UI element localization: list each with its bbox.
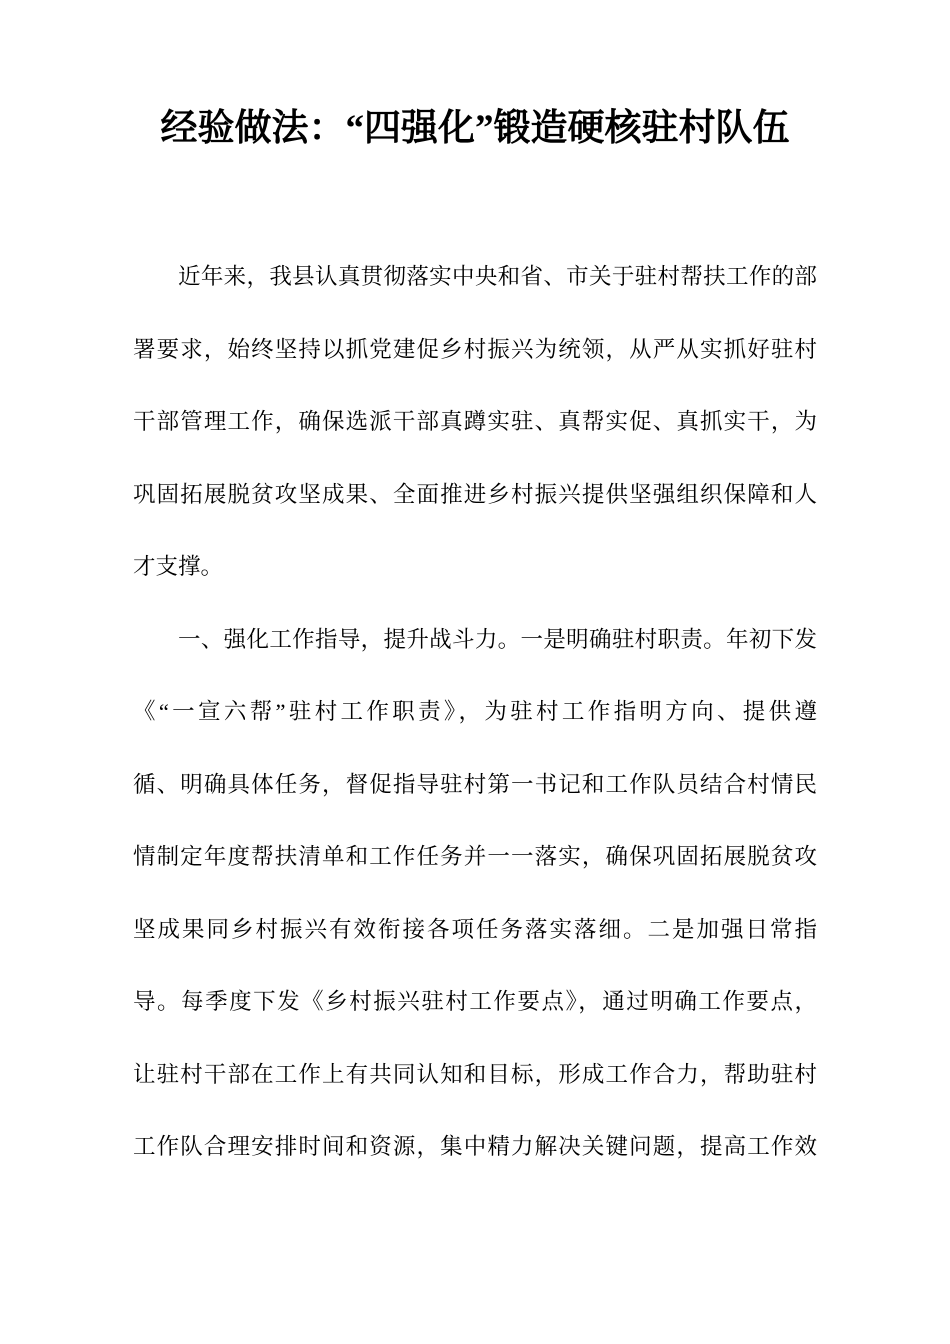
- body-line: 工作队合理安排时间和资源，集中精力解决关键问题，提高工作效: [133, 1134, 817, 1159]
- body-line: 干部管理工作，确保选派干部真蹲实驻、真帮实促、真抓实干，为: [133, 409, 817, 434]
- body-line: 才支撑。: [133, 554, 224, 579]
- body-line: 让驻村干部在工作上有共同认知和目标，形成工作合力，帮助驻村: [133, 1061, 817, 1087]
- body-line: 坚成果同乡村振兴有效衔接各项任务落实落细。二是加强日常指: [133, 916, 817, 942]
- document-body: [133, 241, 817, 1184]
- body-line: 导。每季度下发《乡村振兴驻村工作要点》，通过明确工作要点，: [133, 989, 817, 1014]
- body-line: 循、明确具体任务，督促指导驻村第一书记和工作队员结合村情民: [133, 771, 817, 797]
- body-line: 情制定年度帮扶清单和工作任务并一一落实，确保巩固拓展脱贫攻: [133, 844, 817, 869]
- body-line: 近年来，我县认真贯彻落实中央和省、市关于驻村帮扶工作的部: [178, 264, 817, 289]
- body-line: 署要求，始终坚持以抓党建促乡村振兴为统领，从严从实抓好驻村: [133, 336, 817, 362]
- body-line: 巩固拓展脱贫攻坚成果、全面推进乡村振兴提供坚强组织保障和人: [133, 481, 817, 507]
- body-line: 一、强化工作指导，提升战斗力。一是明确驻村职责。年初下发: [178, 626, 817, 652]
- body-line: 《“一宣六帮”驻村工作职责》，为驻村工作指明方向、提供遵: [133, 699, 817, 724]
- document-title: 经验做法：“四强化”锻造硬核驻村队伍: [160, 108, 790, 149]
